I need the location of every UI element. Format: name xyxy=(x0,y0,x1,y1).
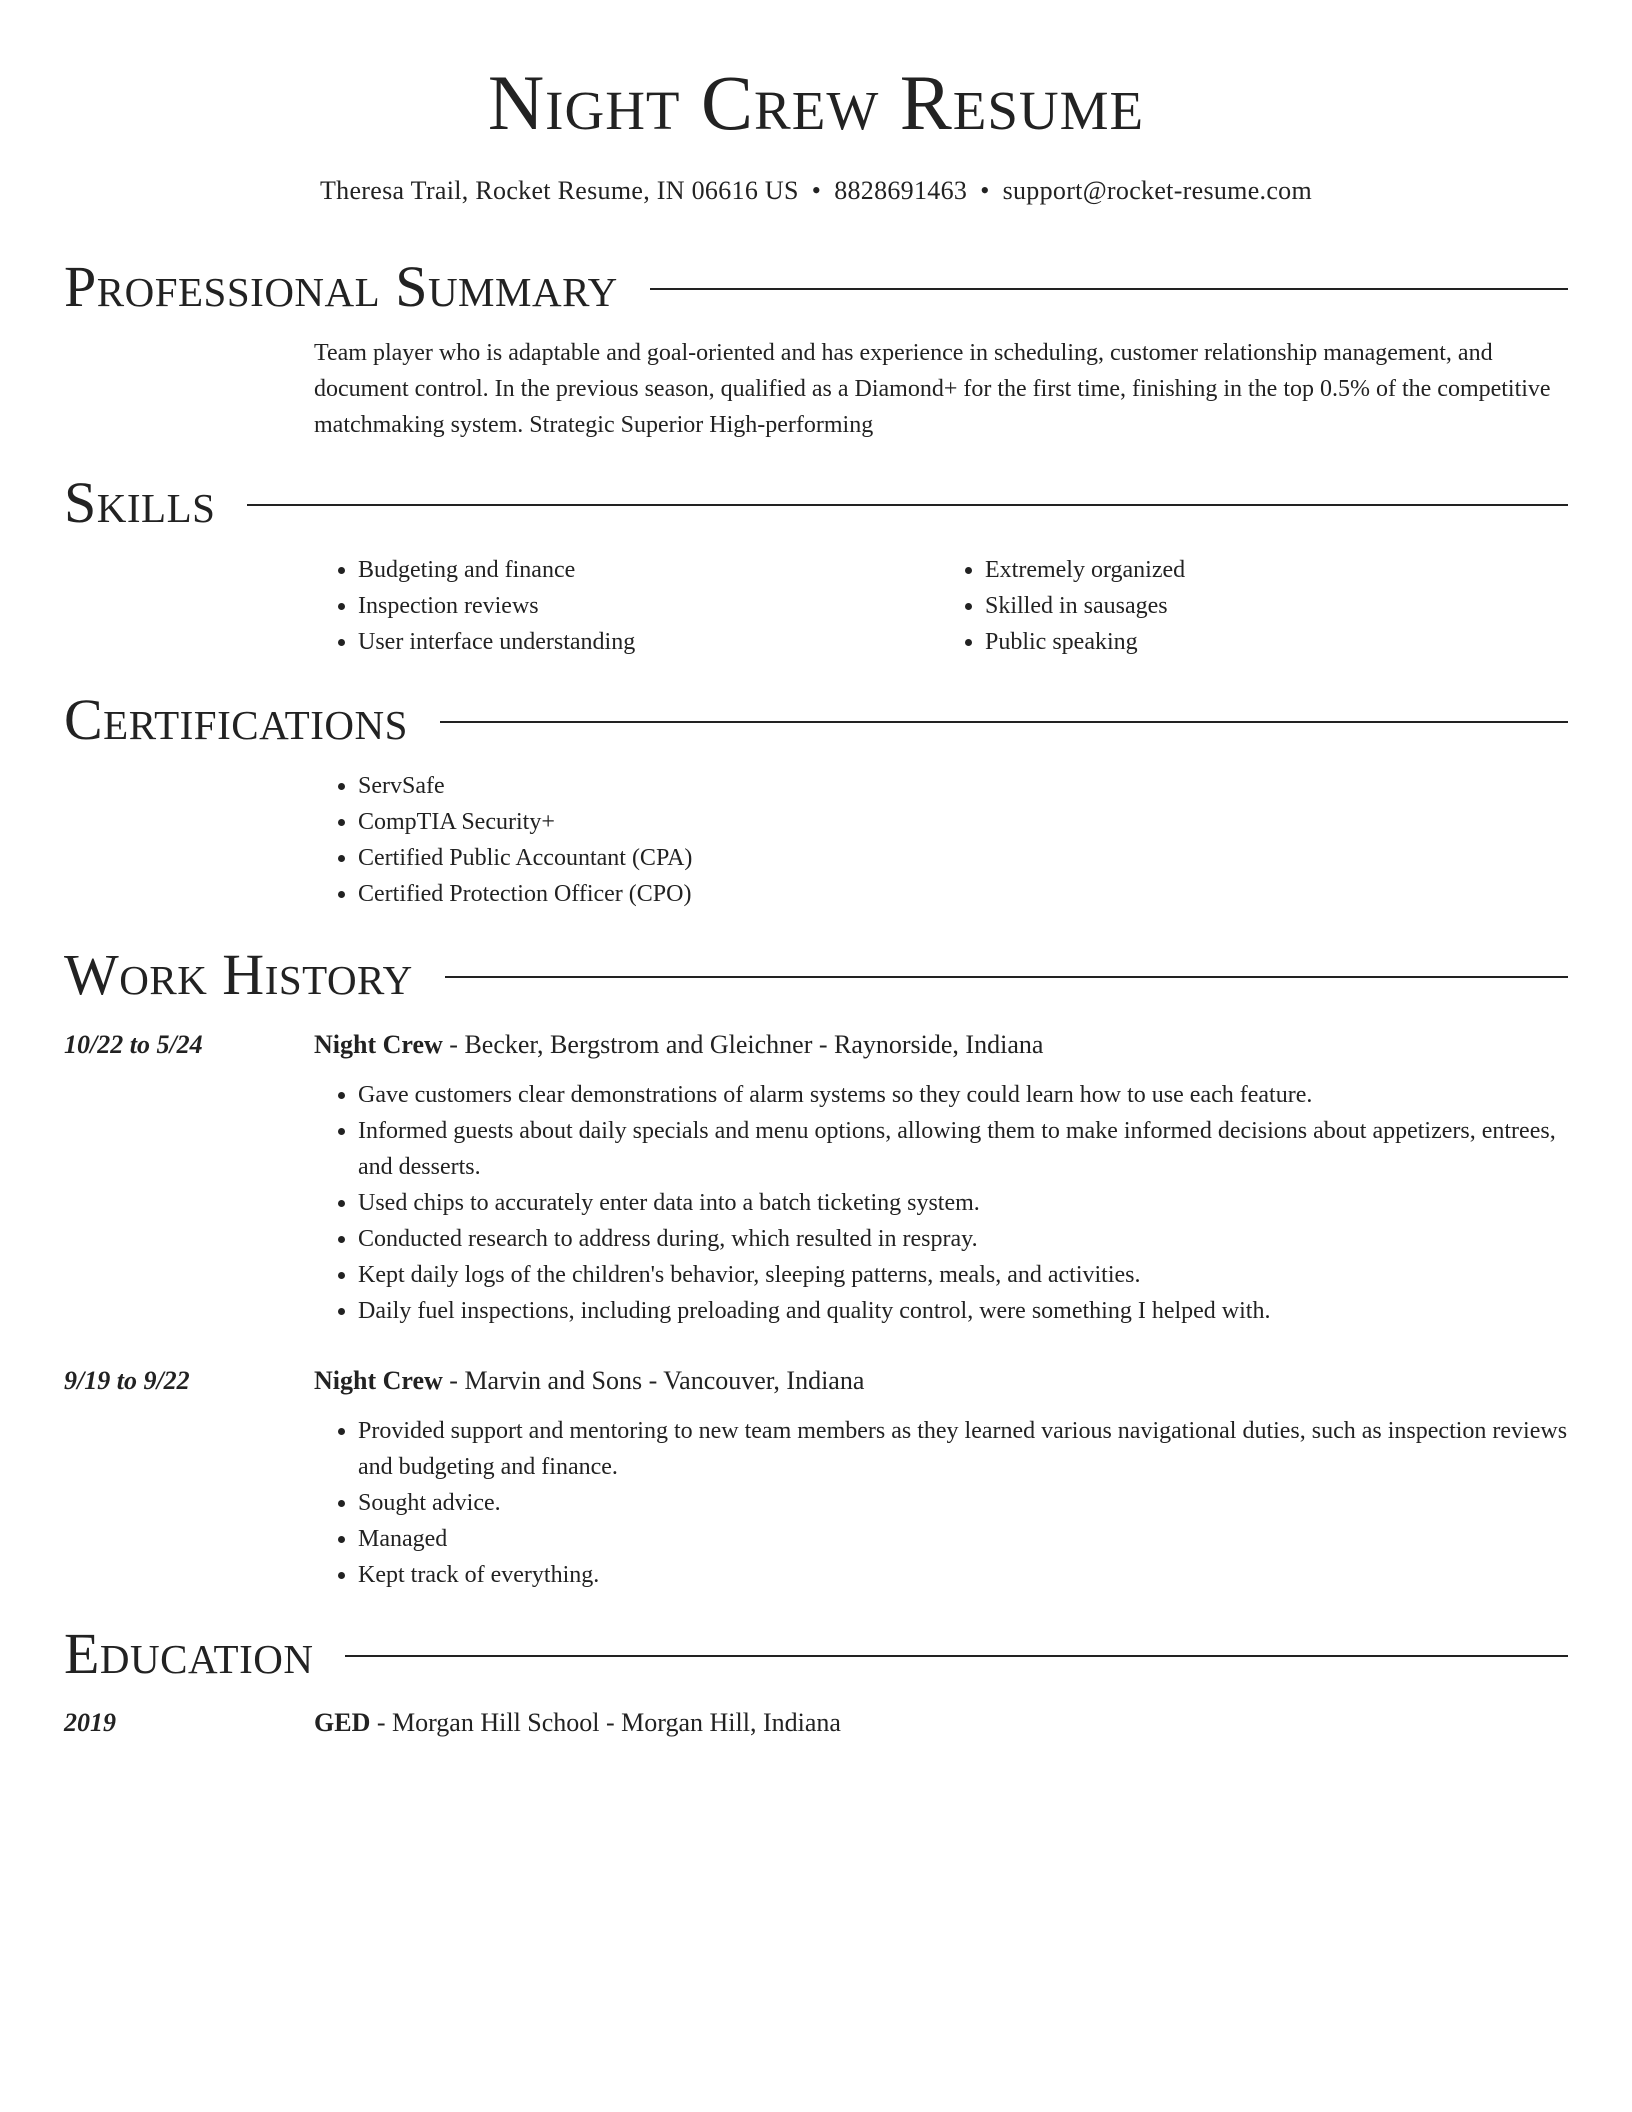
section-title: Work History xyxy=(64,942,413,1007)
section-title: Education xyxy=(64,1621,314,1686)
list-item: • Gave customers clear demonstrations of alarm systems so they could learn how to use each feature. xyxy=(358,1077,1568,1113)
list-item: • ServSafe xyxy=(358,768,1568,804)
section-title: Skills xyxy=(64,470,216,535)
summary-block xyxy=(314,335,1568,443)
email: support@rocket-resume.com xyxy=(1002,176,1313,205)
job-duties xyxy=(314,1413,1568,1593)
job-heading xyxy=(314,1027,1568,1063)
list-item: • Inspection reviews xyxy=(358,588,941,624)
job-title: Night Crew xyxy=(314,1366,443,1395)
section-divider xyxy=(247,504,1568,506)
list-item: • Budgeting and finance xyxy=(358,552,941,588)
section-title: Certifications xyxy=(64,687,408,752)
job-duties xyxy=(314,1077,1568,1329)
section-header-certifications xyxy=(64,685,1568,755)
job-dates: 9/19 to 9/22 xyxy=(64,1366,190,1395)
skills-list-right xyxy=(941,552,1568,660)
separator-dot: • xyxy=(980,176,990,205)
degree: GED xyxy=(314,1708,371,1737)
section-header-work xyxy=(64,940,1568,1010)
list-item: • Public speaking xyxy=(985,624,1568,660)
job-employer: - Marvin and Sons - Vancouver, Indiana xyxy=(442,1366,865,1395)
list-item: • Informed guests about daily specials and menu options, allowing them to make informed decisions about appetizers, entrees, and desserts. xyxy=(358,1113,1568,1185)
certifications-block xyxy=(314,768,1568,912)
job-dates: 10/22 to 5/24 xyxy=(64,1030,203,1059)
section-divider xyxy=(345,1655,1568,1657)
address: Theresa Trail, Rocket Resume, IN 06616 US xyxy=(319,176,799,205)
list-item: • User interface understanding xyxy=(358,624,941,660)
list-item: • Certified Public Accountant (CPA) xyxy=(358,840,1568,876)
section-title: Professional Summary xyxy=(64,254,618,319)
section-header-summary xyxy=(64,252,1568,322)
list-item: • Extremely organized xyxy=(985,552,1568,588)
education-heading xyxy=(314,1705,1568,1741)
job-entry xyxy=(314,1027,1568,1329)
section-header-skills xyxy=(64,468,1568,538)
list-item: • Kept daily logs of the children's behavior, sleeping patterns, meals, and activities. xyxy=(358,1257,1568,1293)
phone: 8828691463 xyxy=(834,176,968,205)
section-divider xyxy=(445,976,1568,978)
list-item: • Used chips to accurately enter data into a batch ticketing system. xyxy=(358,1185,1568,1221)
list-item: • Conducted research to address during, which resulted in respray. xyxy=(358,1221,1568,1257)
list-item: • Skilled in sausages xyxy=(985,588,1568,624)
summary-text: Team player who is adaptable and goal-oriented and has experience in scheduling, customer relationship management, and document control. In the previous season, qualified as a Diamond+ for the first time, finishing in the top 0.5% of the competitive matchmaking system. Strategic Superior High-performing xyxy=(314,340,1551,438)
section-header-education xyxy=(64,1619,1568,1689)
skills-grid xyxy=(314,552,1568,660)
list-item: • Daily fuel inspections, including preloading and quality control, were something I helped with. xyxy=(358,1293,1568,1329)
education-entry xyxy=(314,1705,1568,1755)
certifications-list xyxy=(314,768,1568,912)
separator-dot: • xyxy=(811,176,822,205)
resume-title: Night Crew Resume xyxy=(487,59,1145,146)
contact-line xyxy=(0,174,1632,208)
list-item: • Provided support and mentoring to new team members as they learned various navigational duties, such as inspection reviews and budgeting and finance. xyxy=(358,1413,1568,1485)
list-item: • Kept track of everything. xyxy=(358,1557,1568,1593)
section-divider xyxy=(440,721,1568,723)
section-divider xyxy=(650,288,1568,290)
skills-list-left xyxy=(314,552,941,660)
list-item: • Sought advice. xyxy=(358,1485,1568,1521)
job-entry xyxy=(314,1363,1568,1593)
job-title: Night Crew xyxy=(314,1030,443,1059)
education-year: 2019 xyxy=(64,1708,116,1737)
job-employer: - Becker, Bergstrom and Gleichner - Raynorside, Indiana xyxy=(442,1030,1044,1059)
list-item: • CompTIA Security+ xyxy=(358,804,1568,840)
list-item: • Certified Protection Officer (CPO) xyxy=(358,876,1568,912)
skills-block xyxy=(314,552,1568,660)
job-heading xyxy=(314,1363,1568,1399)
list-item: • Managed xyxy=(358,1521,1568,1557)
school: - Morgan Hill School - Morgan Hill, Indiana xyxy=(370,1708,841,1737)
